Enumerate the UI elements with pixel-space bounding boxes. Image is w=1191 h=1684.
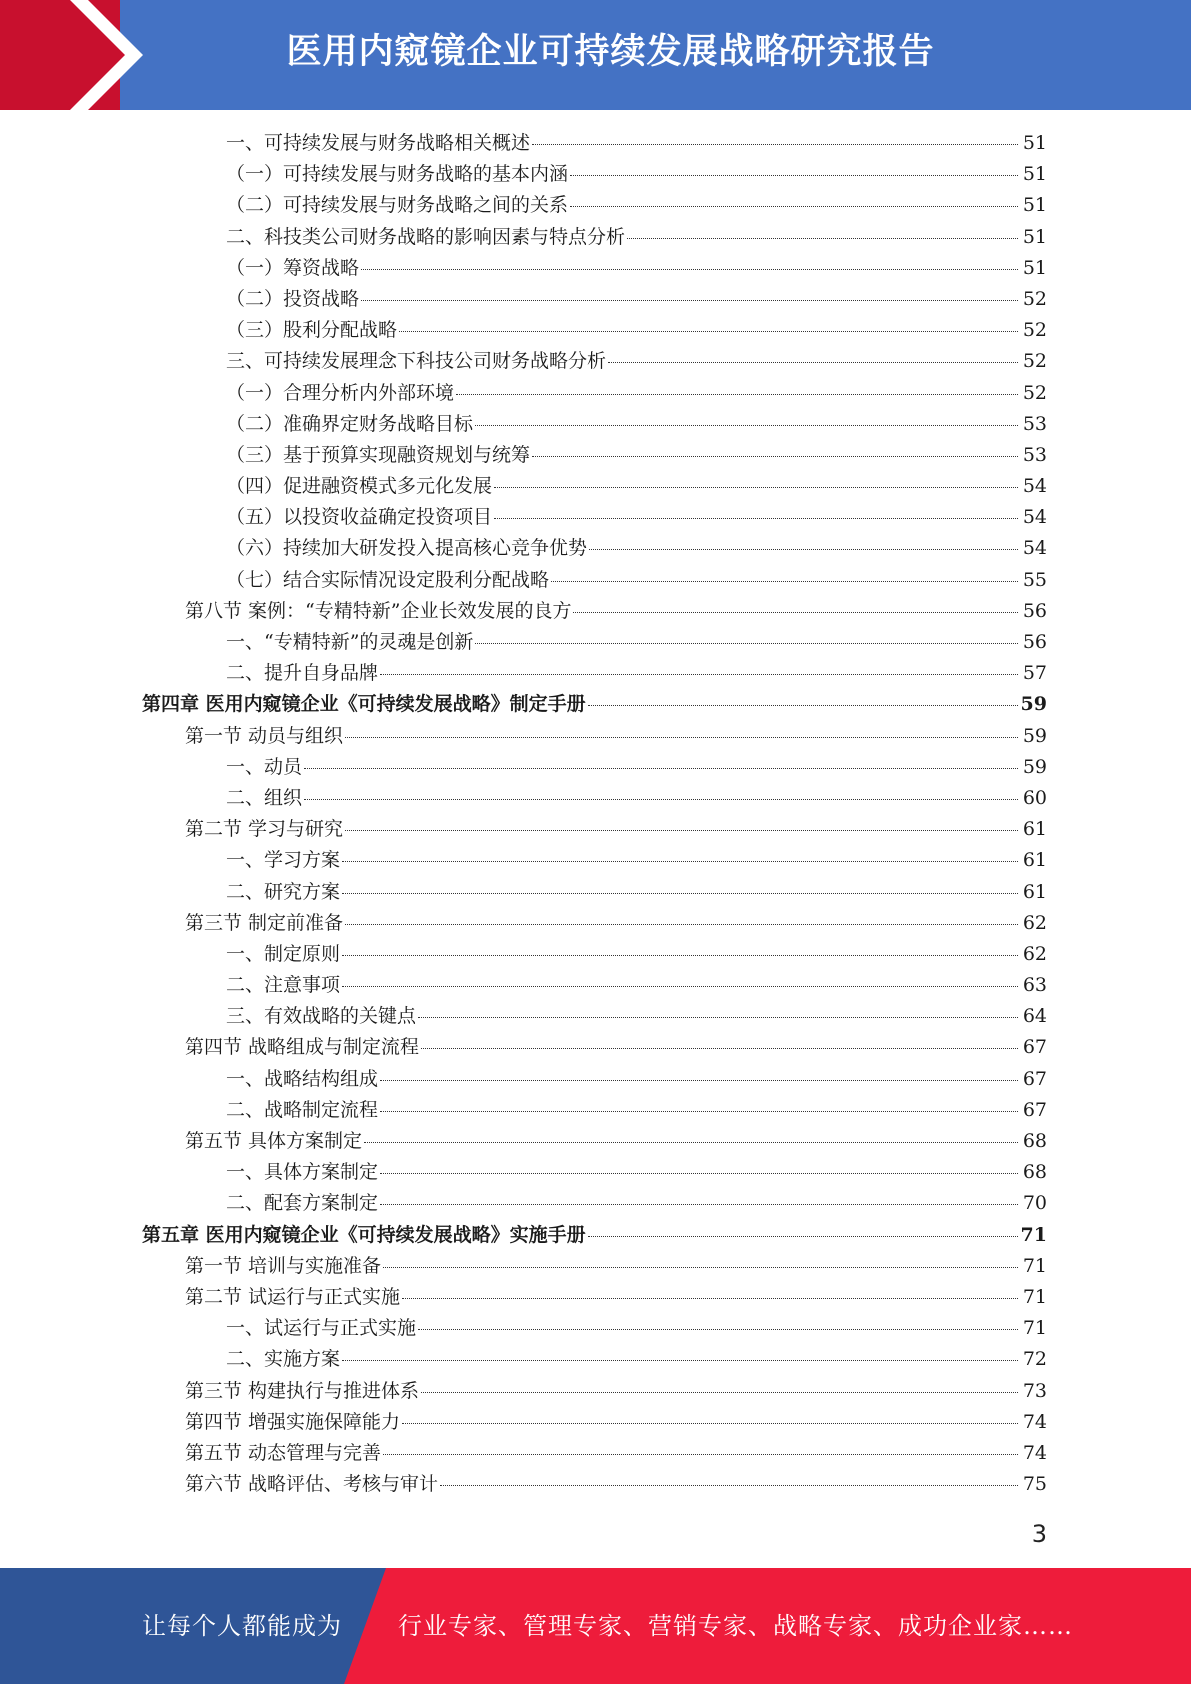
toc-entry-label: 第四节 战略组成与制定流程 bbox=[185, 1036, 420, 1059]
toc-entry-page: 56 bbox=[1022, 599, 1047, 622]
toc-entry-label: 第四节 增强实施保障能力 bbox=[185, 1410, 401, 1433]
toc-entry-page: 53 bbox=[1022, 443, 1047, 466]
toc-entry-label: 第五节 动态管理与完善 bbox=[185, 1441, 382, 1464]
toc-dot-leader bbox=[345, 923, 1018, 925]
toc-dot-leader bbox=[475, 642, 1018, 644]
toc-entry-page: 75 bbox=[1022, 1473, 1047, 1496]
toc-entry[interactable] bbox=[0, 190, 1191, 221]
toc-entry-label: 一、学习方案 bbox=[226, 849, 341, 872]
toc-entry-label: 二、实施方案 bbox=[226, 1348, 341, 1371]
toc-entry-page: 54 bbox=[1022, 506, 1047, 529]
toc-entry[interactable] bbox=[0, 565, 1191, 596]
toc-entry[interactable] bbox=[0, 502, 1191, 533]
toc-entry-page: 70 bbox=[1022, 1192, 1047, 1215]
toc-entry[interactable] bbox=[0, 253, 1191, 284]
toc-dot-leader bbox=[380, 1079, 1018, 1081]
toc-entry-page: 54 bbox=[1022, 475, 1047, 498]
toc-entry-page: 67 bbox=[1022, 1036, 1047, 1059]
toc-dot-leader bbox=[361, 299, 1018, 301]
toc-entry-label: （四）促进融资模式多元化发展 bbox=[226, 475, 493, 498]
toc-entry[interactable] bbox=[0, 409, 1191, 440]
toc-dot-leader bbox=[345, 829, 1018, 831]
report-footer bbox=[0, 1568, 1191, 1684]
toc-entry[interactable] bbox=[0, 378, 1191, 409]
toc-entry-label: 三、可持续发展理念下科技公司财务战略分析 bbox=[226, 350, 607, 373]
toc-entry[interactable] bbox=[0, 1001, 1191, 1032]
toc-entry-label: 第八节 案例：“专精特新”企业长效发展的良方 bbox=[185, 599, 572, 622]
toc-entry-label: 第五节 具体方案制定 bbox=[185, 1130, 363, 1152]
toc-entry[interactable] bbox=[0, 1438, 1191, 1469]
toc-entry-page: 52 bbox=[1022, 287, 1047, 310]
toc-entry-page: 61 bbox=[1022, 880, 1047, 903]
toc-entry[interactable] bbox=[0, 284, 1191, 315]
toc-entry-label: 二、科技类公司财务战略的影响因素与特点分析 bbox=[226, 225, 626, 248]
toc-entry-page: 51 bbox=[1022, 163, 1047, 186]
toc-entry[interactable] bbox=[0, 1064, 1191, 1095]
toc-dot-leader bbox=[421, 1391, 1018, 1393]
toc-entry-label: （五）以投资收益确定投资项目 bbox=[226, 506, 493, 529]
toc-entry[interactable] bbox=[0, 1469, 1191, 1500]
toc-entry[interactable] bbox=[0, 533, 1191, 564]
toc-entry-page: 62 bbox=[1022, 911, 1047, 934]
toc-entry-page: 71 bbox=[1022, 1254, 1047, 1277]
toc-entry[interactable] bbox=[0, 346, 1191, 377]
toc-entry-page: 67 bbox=[1022, 1067, 1047, 1090]
toc-entry-label: （三）基于预算实现融资规划与统筹 bbox=[226, 443, 531, 466]
toc-dot-leader bbox=[380, 1172, 1018, 1174]
toc-entry-page: 60 bbox=[1022, 786, 1047, 809]
toc-entry-page: 68 bbox=[1022, 1161, 1047, 1184]
header-chevron-icon bbox=[0, 0, 160, 110]
toc-dot-leader bbox=[304, 767, 1018, 769]
toc-entry-label: （一）可持续发展与财务战略的基本内涵 bbox=[226, 163, 569, 186]
toc-entry-page: 52 bbox=[1022, 319, 1047, 342]
toc-entry[interactable] bbox=[0, 939, 1191, 970]
report-title: 医用内窥镜企业可持续发展战略研究报告 bbox=[286, 32, 935, 72]
toc-dot-leader bbox=[440, 1484, 1018, 1486]
toc-entry-page: 51 bbox=[1022, 225, 1047, 248]
toc-entry[interactable] bbox=[0, 1188, 1191, 1219]
toc-entry-page: 74 bbox=[1022, 1410, 1047, 1433]
toc-dot-leader bbox=[532, 143, 1018, 145]
toc-dot-leader bbox=[399, 330, 1018, 332]
toc-entry[interactable] bbox=[0, 1282, 1191, 1313]
toc-entry-page: 54 bbox=[1022, 537, 1047, 560]
toc-dot-leader bbox=[364, 1141, 1018, 1143]
toc-entry-label: （三）股利分配战略 bbox=[226, 319, 398, 342]
toc-entry-label: 二、战略制定流程 bbox=[226, 1098, 379, 1121]
toc-entry-label: （一）筹资战略 bbox=[226, 256, 360, 279]
toc-dot-leader bbox=[342, 860, 1018, 862]
toc-entry[interactable] bbox=[0, 1220, 1191, 1251]
toc-dot-leader bbox=[570, 205, 1018, 207]
toc-entry-page: 71 bbox=[1022, 1317, 1047, 1340]
toc-entry[interactable] bbox=[0, 315, 1191, 346]
toc-dot-leader bbox=[588, 704, 1018, 706]
toc-entry[interactable] bbox=[0, 471, 1191, 502]
toc-dot-leader bbox=[418, 1016, 1018, 1018]
toc-entry[interactable] bbox=[0, 222, 1191, 253]
table-of-contents bbox=[0, 128, 1191, 1500]
toc-entry[interactable] bbox=[0, 908, 1191, 939]
toc-dot-leader bbox=[342, 954, 1018, 956]
toc-entry-label: 第一节 培训与实施准备 bbox=[185, 1254, 382, 1277]
toc-dot-leader bbox=[589, 548, 1018, 550]
toc-dot-leader bbox=[342, 985, 1018, 987]
toc-entry-label: 一、动员 bbox=[226, 755, 303, 778]
toc-entry-label: 第六节 战略评估、考核与审计 bbox=[185, 1473, 439, 1496]
toc-entry-label: 二、注意事项 bbox=[226, 974, 341, 997]
toc-entry-page: 51 bbox=[1022, 194, 1047, 217]
toc-entry[interactable] bbox=[0, 721, 1191, 752]
toc-entry-page: 56 bbox=[1022, 631, 1047, 653]
toc-entry[interactable] bbox=[0, 970, 1191, 1001]
toc-entry-page: 59 bbox=[1020, 693, 1047, 716]
toc-entry-label: 一、制定原则 bbox=[226, 942, 341, 965]
toc-entry-page: 64 bbox=[1022, 1005, 1047, 1028]
toc-entry[interactable] bbox=[0, 658, 1191, 689]
toc-dot-leader bbox=[380, 673, 1018, 675]
toc-entry-label: 二、研究方案 bbox=[226, 880, 341, 903]
toc-entry[interactable] bbox=[0, 1407, 1191, 1438]
toc-entry-label: 一、战略结构组成 bbox=[226, 1067, 379, 1090]
toc-entry[interactable] bbox=[0, 877, 1191, 908]
toc-dot-leader bbox=[345, 736, 1018, 738]
toc-dot-leader bbox=[573, 611, 1018, 613]
toc-entry-label: 第三节 构建执行与推进体系 bbox=[185, 1379, 420, 1402]
toc-entry-label: 一、可持续发展与财务战略相关概述 bbox=[226, 132, 531, 154]
toc-entry[interactable] bbox=[0, 783, 1191, 814]
toc-entry[interactable] bbox=[0, 627, 1191, 658]
toc-dot-leader bbox=[342, 892, 1018, 894]
toc-entry-label: （一）合理分析内外部环境 bbox=[226, 381, 455, 404]
toc-dot-leader bbox=[383, 1266, 1018, 1268]
toc-dot-leader bbox=[570, 174, 1018, 176]
toc-entry-page: 53 bbox=[1022, 412, 1047, 435]
toc-entry-page: 61 bbox=[1022, 818, 1047, 841]
toc-entry-page: 67 bbox=[1022, 1098, 1047, 1121]
toc-entry-label: 第一节 动员与组织 bbox=[185, 724, 344, 747]
toc-entry-label: 第二节 试运行与正式实施 bbox=[185, 1285, 401, 1308]
toc-dot-leader bbox=[551, 580, 1018, 582]
toc-entry-page: 61 bbox=[1022, 849, 1047, 872]
toc-entry-page: 52 bbox=[1022, 381, 1047, 404]
toc-entry-page: 71 bbox=[1020, 1223, 1047, 1246]
toc-entry[interactable] bbox=[0, 1376, 1191, 1407]
toc-entry[interactable] bbox=[0, 1313, 1191, 1344]
toc-entry[interactable] bbox=[0, 1032, 1191, 1063]
toc-entry-page: 59 bbox=[1022, 724, 1047, 747]
toc-entry-label: 二、提升自身品牌 bbox=[226, 662, 379, 685]
toc-entry-page: 51 bbox=[1022, 256, 1047, 279]
toc-entry-page: 57 bbox=[1022, 662, 1047, 685]
toc-entry-label: （二）投资战略 bbox=[226, 287, 360, 310]
page-number: 3 bbox=[1031, 1520, 1047, 1548]
toc-dot-leader bbox=[304, 798, 1018, 800]
toc-entry-label: 一、试运行与正式实施 bbox=[226, 1317, 417, 1340]
toc-entry-label: （六）持续加大研发投入提高核心竞争优势 bbox=[226, 537, 588, 560]
toc-entry[interactable] bbox=[0, 440, 1191, 471]
toc-entry[interactable] bbox=[0, 159, 1191, 190]
toc-entry-label: 第四章 医用内窥镜企业《可持续发展战略》制定手册 bbox=[142, 693, 586, 716]
toc-entry-page: 73 bbox=[1022, 1379, 1047, 1402]
toc-entry-page: 62 bbox=[1022, 942, 1047, 965]
toc-entry-label: 第二节 学习与研究 bbox=[185, 818, 344, 841]
toc-entry-label: 一、“专精特新”的灵魂是创新 bbox=[226, 631, 474, 653]
toc-dot-leader bbox=[456, 393, 1018, 395]
toc-entry-page: 52 bbox=[1022, 350, 1047, 373]
toc-entry-label: 二、配套方案制定 bbox=[226, 1192, 379, 1215]
footer-slogan-right: 行业专家、管理专家、营销专家、战略专家、成功企业家…… bbox=[398, 1612, 1073, 1640]
toc-entry-label: （二）准确界定财务战略目标 bbox=[226, 412, 474, 435]
toc-entry-label: （二）可持续发展与财务战略之间的关系 bbox=[226, 194, 569, 217]
toc-entry-page: 74 bbox=[1022, 1441, 1047, 1464]
toc-entry-label: 三、有效战略的关键点 bbox=[226, 1005, 417, 1028]
toc-dot-leader bbox=[402, 1422, 1018, 1424]
toc-dot-leader bbox=[475, 424, 1018, 426]
toc-dot-leader bbox=[342, 1359, 1018, 1361]
toc-dot-leader bbox=[421, 1047, 1018, 1049]
toc-entry[interactable] bbox=[0, 128, 1191, 159]
toc-entry-label: 一、具体方案制定 bbox=[226, 1161, 379, 1184]
toc-entry[interactable] bbox=[0, 752, 1191, 783]
toc-entry-page: 55 bbox=[1022, 568, 1047, 591]
toc-entry[interactable] bbox=[0, 1344, 1191, 1375]
toc-dot-leader bbox=[588, 1235, 1018, 1237]
toc-entry-label: 第三节 制定前准备 bbox=[185, 911, 344, 934]
toc-entry-page: 51 bbox=[1022, 132, 1047, 154]
toc-dot-leader bbox=[402, 1297, 1018, 1299]
footer-slogan-left: 让每个人都能成为 bbox=[142, 1612, 342, 1640]
toc-entry-page: 71 bbox=[1022, 1285, 1047, 1308]
toc-entry[interactable] bbox=[0, 1126, 1191, 1157]
toc-entry-page: 59 bbox=[1022, 755, 1047, 778]
toc-dot-leader bbox=[627, 237, 1018, 239]
toc-entry[interactable] bbox=[0, 1095, 1191, 1126]
toc-entry[interactable] bbox=[0, 689, 1191, 720]
toc-entry[interactable] bbox=[0, 814, 1191, 845]
toc-entry-label: 第五章 医用内窥镜企业《可持续发展战略》实施手册 bbox=[142, 1223, 586, 1246]
toc-entry-label: （七）结合实际情况设定股利分配战略 bbox=[226, 568, 550, 591]
toc-entry-page: 68 bbox=[1022, 1130, 1047, 1152]
toc-entry[interactable] bbox=[0, 596, 1191, 627]
toc-entry[interactable] bbox=[0, 845, 1191, 876]
toc-entry[interactable] bbox=[0, 1251, 1191, 1282]
toc-entry-page: 72 bbox=[1022, 1348, 1047, 1371]
toc-dot-leader bbox=[361, 268, 1018, 270]
toc-entry-page: 63 bbox=[1022, 974, 1047, 997]
toc-dot-leader bbox=[383, 1453, 1018, 1455]
toc-dot-leader bbox=[418, 1328, 1018, 1330]
toc-dot-leader bbox=[494, 486, 1018, 488]
toc-entry-label: 二、组织 bbox=[226, 786, 303, 809]
toc-dot-leader bbox=[380, 1203, 1018, 1205]
toc-dot-leader bbox=[494, 517, 1018, 519]
toc-entry[interactable] bbox=[0, 1157, 1191, 1188]
toc-dot-leader bbox=[532, 455, 1018, 457]
toc-dot-leader bbox=[380, 1110, 1018, 1112]
report-header bbox=[0, 0, 1191, 110]
toc-dot-leader bbox=[608, 361, 1018, 363]
